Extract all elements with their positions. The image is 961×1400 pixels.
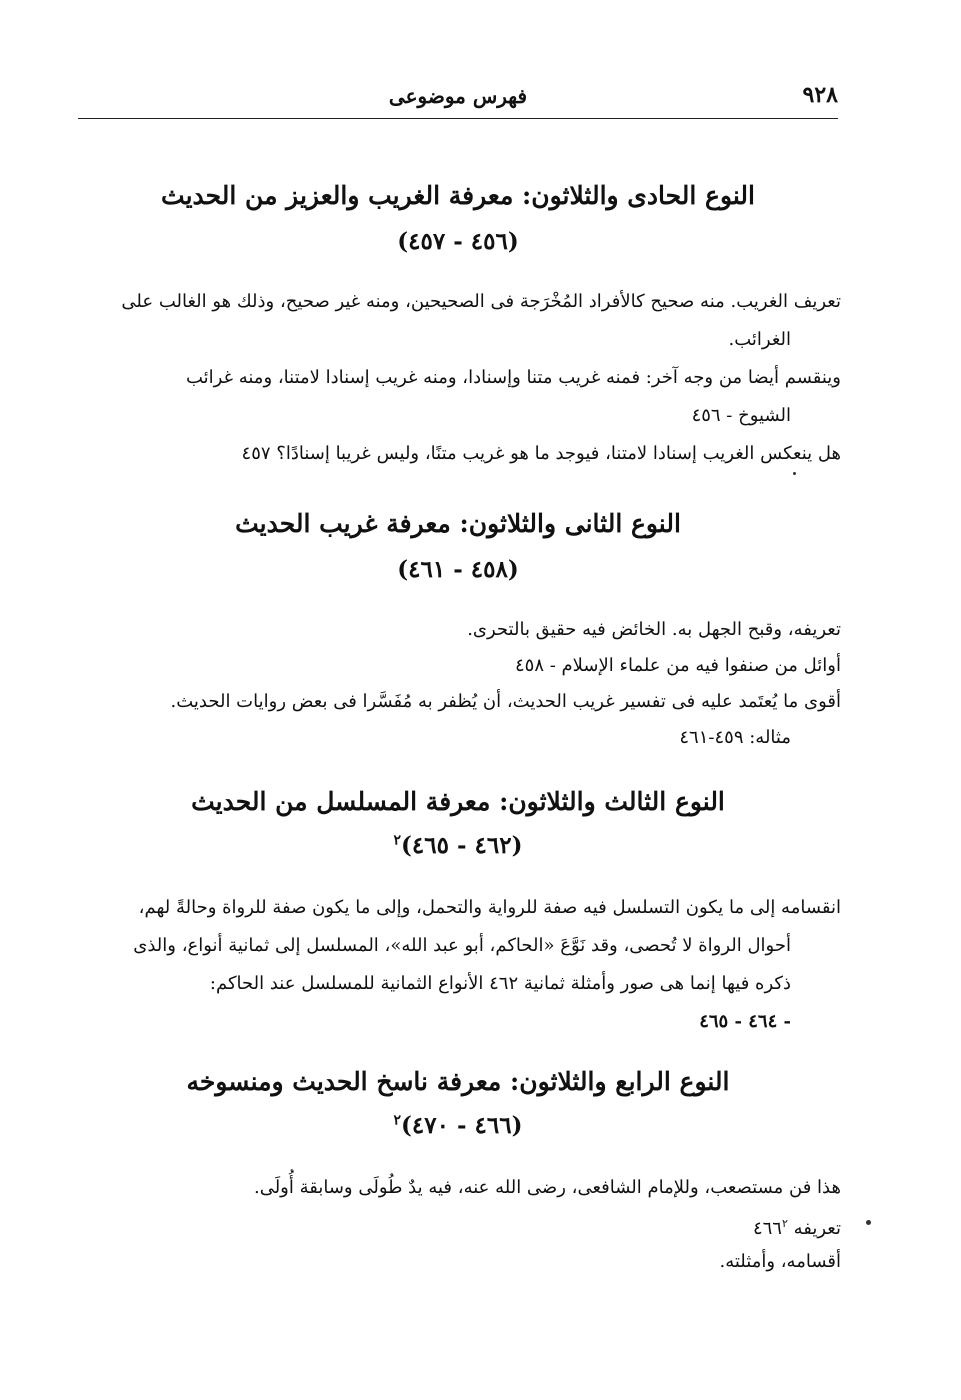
page-number: ٩٢٨ — [802, 82, 838, 108]
section-range: (٤٥٦ - ٤٥٧) — [397, 228, 519, 255]
paragraph-line: أقسامه، وأمثلته. — [719, 1251, 841, 1272]
header-title: فهرس موضوعى — [388, 84, 528, 108]
paragraph-line: تعريفه، وقبح الجهل به. الخائض فيه حقيق بالتحرى. — [467, 619, 841, 640]
paragraph-line: أقوى ما يُعتَمد عليه فى تفسير غريب الحديث، أن يُظفر به مُفَسَّرا فى بعض روايات الحديث. — [170, 691, 841, 712]
section-title: النوع الرابع والثلاثون: معرفة ناسخ الحديث ومنسوخه — [186, 1067, 730, 1096]
section-range: (٤٥٨ - ٤٦١) — [397, 556, 519, 583]
paragraph-line: - ٤٦٤ - ٤٦٥ — [699, 1011, 791, 1032]
paragraph-line: هذا فن مستصعب، وللإمام الشافعى، رضى الله عنه، فيه يدٌ طُولَى وسابقة أُولَى. — [253, 1177, 841, 1198]
range-text: (٤٦٢ - ٤٦٥) — [401, 832, 523, 859]
paragraph-line: ذكره فيها إنما هى صور وأمثلة ثمانية ٤٦٢ الأنواع الثمانية للمسلسل عند الحاكم: — [209, 973, 791, 994]
paragraph-line: أحوال الرواة لا تُحصى، وقد نَوَّعَ «الحاكم، أبو عبد الله»، المسلسل إلى ثمانية أنواع، والذى — [133, 935, 791, 956]
scan-speck — [866, 1220, 871, 1225]
footnote-marker: ٢ — [781, 1217, 788, 1230]
section-range — [78, 832, 838, 859]
section-range — [78, 1112, 838, 1139]
paragraph-line: الغرائب. — [728, 329, 791, 350]
section-title: النوع الثالث والثلاثون: معرفة المسلسل من الحديث — [191, 787, 725, 816]
scan-speck — [793, 472, 796, 475]
paragraph-line: تعريف الغريب. منه صحيح كالأفراد المُخْرَجة فى الصحيحين، ومنه غير صحيح، وذلك هو الغالب على — [121, 291, 841, 312]
paragraph-line: وينقسم أيضا من وجه آخر: فمنه غريب متنا وإسنادا، ومنه غريب إسنادا لامتنا، ومنه غرائب — [185, 367, 841, 388]
range-text: (٤٦٦ - ٤٧٠) — [401, 1112, 523, 1139]
footnote-marker: ٢ — [393, 1112, 402, 1129]
footnote-marker: ٢ — [393, 832, 402, 849]
section-title: النوع الثانى والثلاثون: معرفة غريب الحديث — [235, 509, 681, 538]
section-title: النوع الحادى والثلاثون: معرفة الغريب والعزيز من الحديث — [161, 181, 755, 210]
paragraph-line: مثاله: ٤٥٩-٤٦١ — [679, 727, 791, 748]
paragraph-line: هل ينعكس الغريب إسنادا لامتنا، فيوجد ما هو غريب متنًا، وليس غريبا إسنادًا؟ ٤٥٧ — [241, 443, 841, 464]
paragraph-line: انقسامه إلى ما يكون التسلسل فيه صفة للرواية والتحمل، وإلى ما يكون صفة للرواة وحالةً لهم، — [138, 897, 841, 918]
paragraph-line: أوائل من صنفوا فيه من علماء الإسلام - ٤٥٨ — [515, 655, 841, 676]
running-header — [78, 78, 838, 119]
paragraph-line: الشيوخ - ٤٥٦ — [691, 405, 791, 426]
line-text: تعريفه ٤٦٦ — [752, 1218, 841, 1239]
